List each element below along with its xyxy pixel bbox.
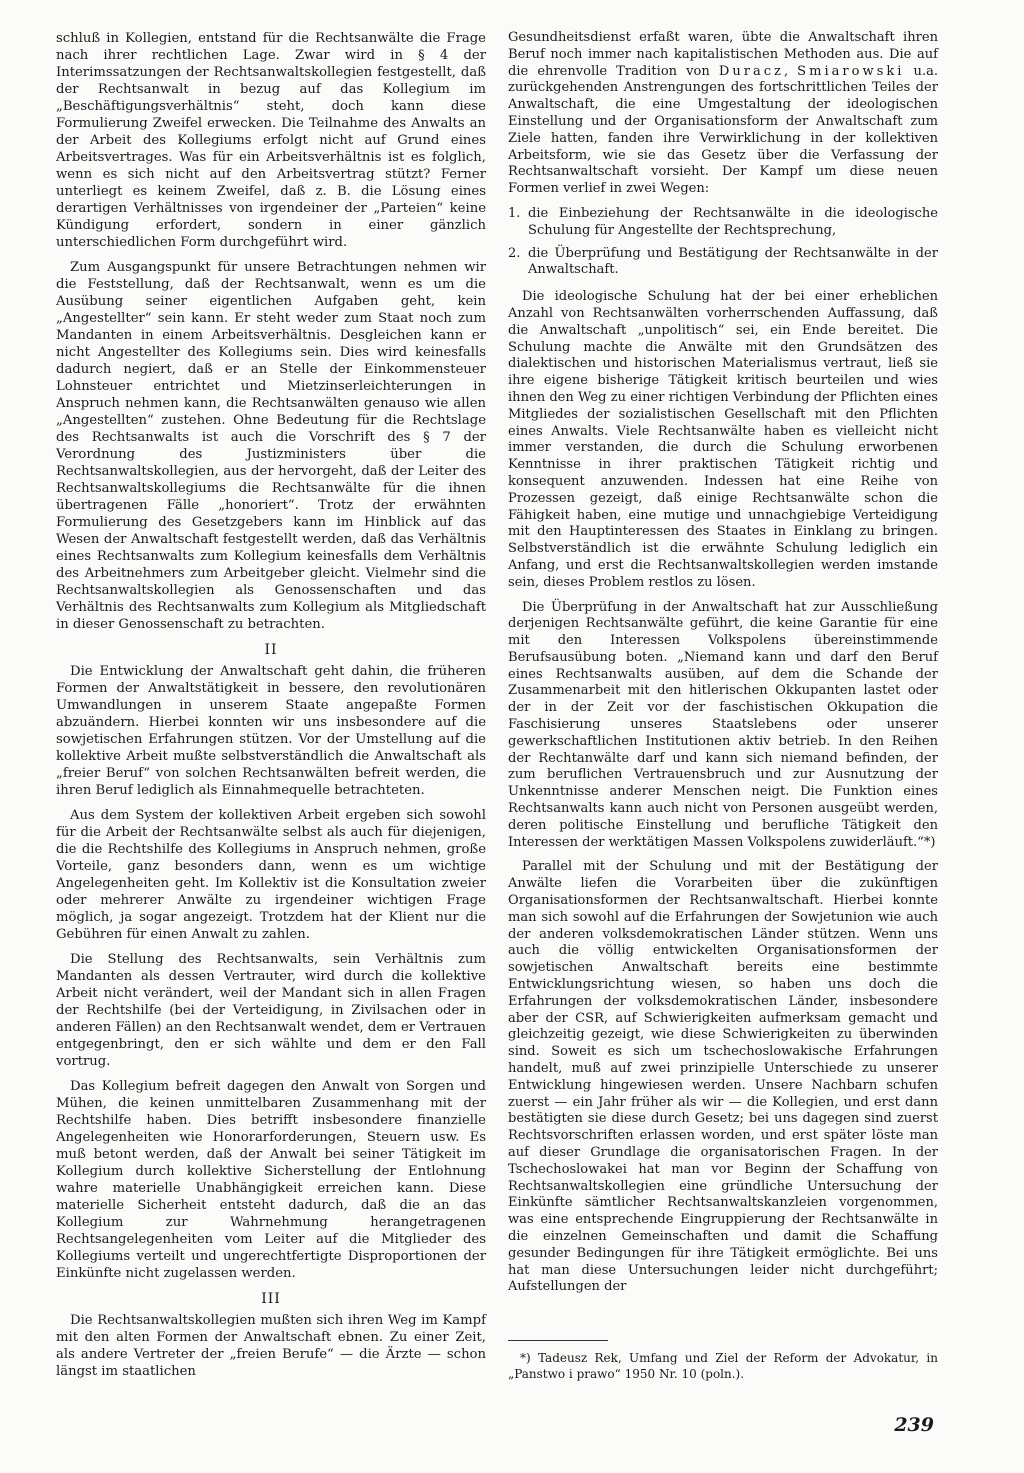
- person-name: Duracz: [718, 63, 784, 79]
- paragraph: Das Kollegium befreit dagegen den Anwalt von Sorgen und Mühen, die keinen unmittelbaren Zusammenhang mit der Rechtshilfe haben. Dies betrifft insbesondere finanzielle Angelegenheiten wie Honorarforderungen, Steuern usw. Es muß betont werden, daß der Anwalt bei seiner Tätigkeit im Kollegium durch kollektive Sicherstellung der Entlohnung wahre materielle Unabhängigkeit erreichen kann. Diese materielle Sicherheit entsteht dadurch, daß die an das Kollegium zur Wahrnehmung herangetragenen Rechtsangelegenheiten vom Leiter auf die Mitglieder des Kollegiums verteilt und ungerechtfertigte Disproportionen der Einkünfte nicht zugelassen werden.: [56, 1079, 486, 1281]
- paragraph: Die Rechtsanwaltskollegien mußten sich ihren Weg im Kampf mit den alten Formen der Anwaltschaft ebnen. Zu einer Zeit, als andere Vertreter der „freien Berufe“ — die Ärzte — schon längst im staatlichen: [56, 1313, 486, 1379]
- footnote: *) Tadeusz Rek, Umfang und Ziel der Reform der Advokatur, in „Panstwo i prawo“ 1950 Nr. 10 (poln.).: [508, 1351, 938, 1381]
- paragraph: Zum Ausgangspunkt für unsere Betrachtungen nehmen wir die Feststellung, daß der Rechtsanwalt, wenn es um die Ausübung seiner eigentlichen Aufgaben geht, kein „Angestellter“ sein kann. Er steht weder zum Staat noch zum Mandanten in einem Arbeitsverhältnis. Desgleichen kann er nicht Angestellter des Kollegiums sein. Dies wird keinesfalls dadurch negiert, daß er an Stelle der Einkommensteuer Lohnsteuer entrichtet und Mietzinserleichterungen in Anspruch nehmen kann, die Rechtsanwälten genauso wie allen „Angestellten“ zustehen. Ohne Bedeutung für die Rechtslage des Rechtsanwalts ist auch die Vorschrift des § 7 der Verordnung des Justizministers über die Rechtsanwaltskollegien, aus der hervorgeht, daß der Leiter des Rechtsanwaltskollegiums die Rechtsanwälte für die ihnen übertragenen Fälle „honoriert“. Trotz der erwähnten Formulierung des Gesetzgebers kann im Hinblick auf das Wesen der Anwaltschaft festgestellt werden, daß das Verhältnis eines Rechtsanwalts zum Kollegium keinesfalls dem Verhältnis des Arbeitnehmers zum Arbeitgeber gleicht. Vielmehr sind die Rechtsanwaltskollegien als Genossenschaften und das Verhältnis des Rechtsanwalts zum Kollegium als Mitgliedschaft in dieser Genossenschaft zu betrachten.: [56, 260, 486, 632]
- page-number: 239: [894, 1414, 934, 1436]
- text-run: u.a. zurückgehenden Anstrengungen des fortschrittlichen Teiles der Anwaltschaft, die eine Umgestaltung der ideologischen Einstellung und der Organisationsform der Anwaltschaft zum Ziele hatten, fanden ihre Verwirklichung in der kollektiven Arbeitsform, wie sie das Gesetz über die Verfassung der Rechtsanwaltschaft vorsieht. Der Kampf um diese neuen Formen verlief in zwei Wegen:: [508, 63, 939, 197]
- paragraph: Die Überprüfung in der Anwaltschaft hat zur Ausschließung derjenigen Rechtsanwälte geführt, die keine Garantie für eine mit den Interessen Volkspolens übereinstimmende Berufsausübung boten. „Niemand kann und darf den Beruf eines Rechtsanwalts ausüben, auf dem die Schande der Zusammenarbeit mit den hitlerischen Okkupanten lastet oder der in der Zeit vor der faschistischen Okkupation die Faschisierung unseres Staatslebens oder unserer gewerkschaftlichen Institutionen aktiv betrieb. In den Reihen der Rechtanwälte darf und kann sich niemand befinden, der zum beruflichen Vertrauensbruch und zur Ausnutzung der Unkenntnisse anderer Menschen neigt. Die Funktion eines Rechtsanwalts kann auch nicht von Personen ausgeübt werden, deren politische Einstellung und berufliche Tätigkeit den Interessen der werktätigen Massen Volkspolens zuwiderläuft.“*): [508, 599, 938, 850]
- numbered-list: [508, 206, 938, 279]
- paragraph: Aus dem System der kollektiven Arbeit ergeben sich sowohl für die Arbeit der Rechtsanwälte selbst als auch für diejenigen, die die Rechtshilfe des Kollegiums in Anspruch nehmen, große Vorteile, ganz besonders dann, wenn es um wichtige Angelegenheiten geht. Im Kollektiv ist die Konsultation zweier oder mehrerer Anwälte zu irgendeiner wichtigen Frage möglich, ja sogar angezeigt. Trotzdem hat der Klient nur die Gebühren für einen Anwalt zu zahlen.: [56, 808, 486, 942]
- text-run: ,: [783, 63, 798, 79]
- list-text: die Überprüfung und Bestätigung der Rechtsanwälte in der Anwaltschaft.: [528, 245, 938, 278]
- list-number: 2.: [508, 245, 521, 261]
- person-name: Smiarowski: [797, 63, 905, 79]
- paragraph: Parallel mit der Schulung und mit der Bestätigung der Anwälte liefen die Vorarbeiten über die zukünftigen Organisationsformen der Rechtsanwaltschaft. Hierbei konnte man sich sowohl auf die Erfahrungen der Sowjetunion wie auch der anderen volksdemokratischen Länder stützen. Wenn uns auch die völlig entwickelten Organisationsformen der sowjetischen Anwaltschaft bereits eine bestimmte Entwicklungsrichtung wiesen, so haben uns doch die Erfahrungen der volksdemokratischen Länder, insbesondere aber der CSR, auf Schwierigkeiten aufmerksam gemacht und gleichzeitig gezeigt, wie diese Schwierigkeiten zu überwinden sind. Soweit es sich um tschechoslowakische Erfahrungen handelt, muß auf zwei prinzipielle Unterschiede zu unserer Entwicklung hingewiesen werden. Unsere Nachbarn schufen zuerst — ein Jahr früher als wir — die Kollegien, und erst dann bestätigten sie diese durch Gesetz; bei uns dagegen sind zuerst Rechtsvorschriften erlassen worden, und erst später löste man auf dieser Grundlage die organisatorischen Fragen. In der Tschechoslowakei hat man vor Beginn der Schaffung von Rechtsanwaltskollegien eine gründliche Untersuchung der Einkünfte sämtlicher Rechtsanwaltskanzleien vorgenommen, was eine entsprechende Eingruppierung der Rechtsanwälte in die einzelnen Gemeinschaften und damit die Schaffung gesunder Bedingungen für ihre Tätigkeit ermöglichte. Bei uns hat man diese Untersuchungen leider nicht durchgeführt; Aufstellungen der: [508, 859, 938, 1295]
- left-column: [56, 30, 486, 1388]
- list-text: die Einbeziehung der Rechtsanwälte in die ideologische Schulung für Angestellte der Rechtsprechung,: [528, 205, 938, 238]
- paragraph: schluß in Kollegien, entstand für die Rechtsanwälte die Frage nach ihrer rechtlichen Lage. Zwar wird in § 4 der Interimssatzungen der Rechtsanwaltskollegien festgestellt, daß der Rechtsanwalt in bezug auf das Kollegium im „Beschäftigungsverhältnis“ steht, doch kann diese Formulierung Zweifel erwecken. Die Teilnahme des Anwalts an der Arbeit des Kollegiums erfolgt nicht auf Grund eines Arbeitsvertrages. Was für ein Arbeitsverhältnis ist es folglich, wenn es sich nicht auf den Arbeitsvertrag stützt? Ferner unterliegt es keinem Zweifel, daß z. B. die Lösung eines derartigen Verhältnisses von irgendeiner der „Parteien“ keine Kündigung erfordert, sondern in einer gänzlich unterschiedlichen Form durchgeführt wird.: [56, 31, 486, 250]
- section-heading: II: [264, 642, 278, 658]
- right-column: [508, 30, 938, 1304]
- section-heading: III: [261, 1291, 281, 1307]
- list-item: [508, 246, 938, 280]
- text-run: Gesundheitsdienst erfaßt waren, übte die Anwaltschaft ihren Beruf noch immer nach kapitalistischen Methoden aus. Die auf die ehrenvolle Tradition von: [508, 30, 938, 79]
- paragraph: Die ideologische Schulung hat der bei einer erheblichen Anzahl von Rechtsanwälten vorherrschenden Auffassung, daß die Anwaltschaft „unpolitisch“ sei, ein Ende bereitet. Die Schulung machte die Anwälte mit den Grundsätzen des dialektischen und historischen Materialismus vertraut, ließ sie ihre eigene bisherige Tätigkeit kritisch beurteilen und wies ihnen den Weg zu einer richtigen Verbindung der Pflichten eines Mitgliedes der sozialistischen Gesellschaft mit den Pflichten eines Anwalts. Viele Rechtsanwälte haben es vielleicht nicht immer verstanden, die durch die Schulung erworbenen Kenntnisse in ihrer praktischen Tätigkeit richtig und konsequent anzuwenden. Indessen hat eine Reihe von Prozessen gezeigt, daß einige Rechtsanwälte schon die Fähigkeit haben, eine mutige und unnachgiebige Verteidigung mit den Hauptinteressen des Staates in Einklang zu bringen. Selbstverständlich ist die erwähnte Schulung lediglich ein Anfang, und erst die Rechtsanwaltskollegien werden imstande sein, dieses Problem restlos zu lösen.: [508, 289, 938, 590]
- footnote-divider: [508, 1340, 608, 1341]
- list-item: [508, 206, 938, 240]
- list-number: 1.: [508, 205, 521, 221]
- paragraph: Die Entwicklung der Anwaltschaft geht dahin, die früheren Formen der Anwaltstätigkeit in bessere, den revolutionären Umwandlungen in unserem Staate angepaßte Formen abzuändern. Hierbei konnten wir uns insbesondere auf die sowjetischen Erfahrungen stützen. Vor der Umstellung auf die kollektive Arbeit mußte selbstverständlich die Anwaltschaft als „freier Beruf“ von solchen Rechtsanwälten befreit werden, die ihren Beruf lediglich als Einnahmequelle betrachteten.: [56, 664, 486, 798]
- paragraph: Die Stellung des Rechtsanwalts, sein Verhältnis zum Mandanten als dessen Vertrauter, wird durch die kollektive Arbeit nicht verändert, weil der Mandant sich in allen Fragen der Rechtshilfe (bei der Verteidigung, in Zivilsachen oder in anderen Fällen) an den Rechtsanwalt wendet, dem er Vertrauen entgegenbringt, den er sich wählte und dem er den Fall vortrug.: [56, 952, 486, 1069]
- paragraph: [508, 30, 938, 198]
